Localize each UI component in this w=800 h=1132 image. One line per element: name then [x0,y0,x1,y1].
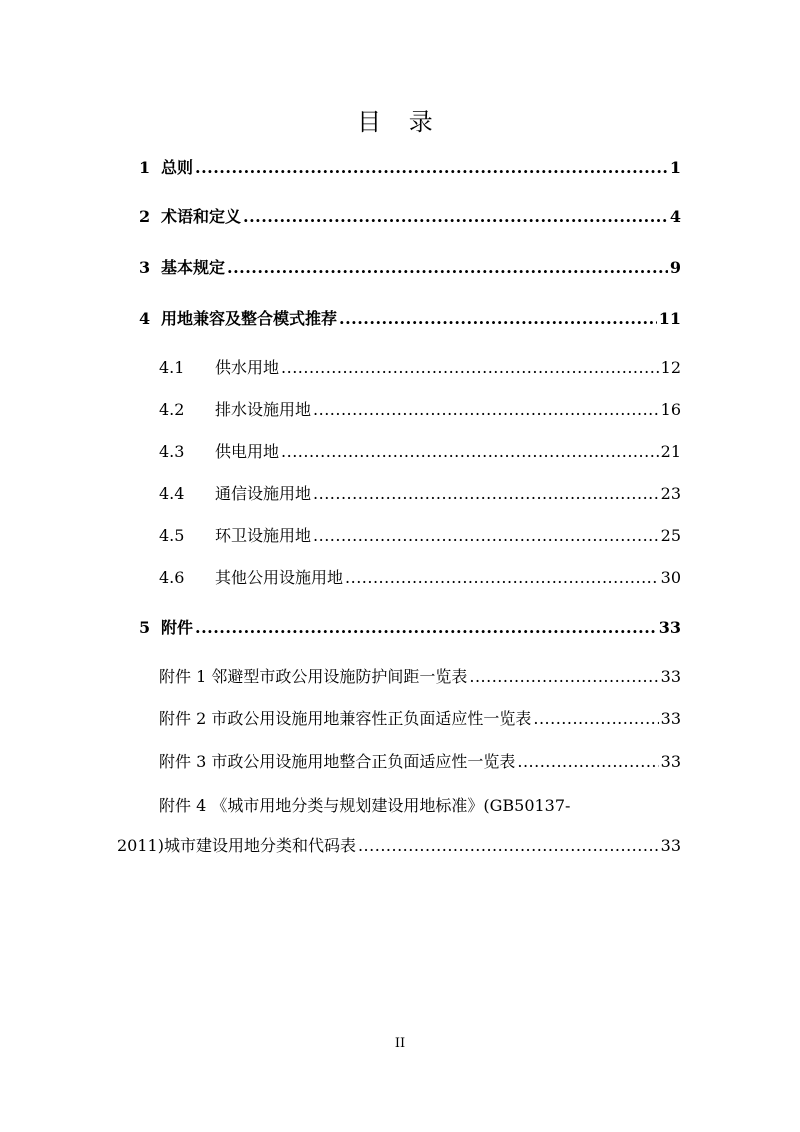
toc-entry-label: 用地兼容及整合模式推荐 [161,309,338,328]
toc-leader-dots [281,358,659,378]
toc-leader-dots [313,484,659,504]
toc-entry-page: 33 [660,709,681,728]
toc-leader-dots [339,309,657,329]
toc-entry-label: 附件 3 市政公用设施用地整合正负面适应性一览表 [159,752,516,771]
toc-entry-label: 供水用地 [215,358,280,377]
toc-entry-number: 4.1 [159,358,185,377]
toc-entry-number: 4.2 [159,400,185,419]
toc-leader-dots [358,836,659,856]
toc-entry-label: 附件 1 邻避型市政公用设施防护间距一览表 [159,667,468,686]
toc-entry-2[interactable] [139,207,681,227]
toc-entry-number: 4.3 [159,442,185,461]
toc-entry-page: 33 [660,667,681,686]
toc-attachment-4[interactable] [117,836,681,856]
toc-entry-number: 4.6 [159,568,185,587]
toc-entry-label: 基本规定 [161,258,226,277]
toc-leader-dots [195,618,657,638]
toc-leader-dots [313,526,659,546]
toc-entry-label: 术语和定义 [161,207,242,226]
toc-entry-page: 23 [660,484,681,503]
toc-entry-label: 通信设施用地 [215,484,312,503]
toc-entry-label: 附件 2 市政公用设施用地兼容性正负面适应性一览表 [159,709,532,728]
toc-attachment-3[interactable] [159,752,681,772]
toc-entry-page: 21 [660,442,681,461]
toc-entry-label: 总则 [161,158,194,177]
toc-leader-dots [313,400,659,420]
toc-leader-dots [533,709,658,729]
toc-leader-dots [227,258,668,278]
toc-entry-label: 环卫设施用地 [215,526,312,545]
toc-leader-dots [195,158,668,178]
toc-entry-page: 33 [660,836,681,855]
toc-entry-number: 4.4 [159,484,185,503]
toc-entry-number: 3 [139,258,151,277]
toc-subentry-4-1[interactable] [159,358,681,378]
toc-entry-number: 5 [139,618,151,637]
toc-entry-page: 16 [660,400,681,419]
toc-entry-label: 附件 [161,618,194,637]
toc-entry-page: 9 [669,258,681,277]
toc-entry-label: 排水设施用地 [215,400,312,419]
toc-entry-3[interactable] [139,258,681,278]
toc-entry-label: 2011)城市建设用地分类和代码表 [117,836,356,855]
toc-subentry-4-5[interactable] [159,526,681,546]
toc-subentry-4-2[interactable] [159,400,681,420]
page-title: 目 录 [357,108,443,136]
toc-attachment-1[interactable] [159,667,681,687]
toc-entry-page: 33 [660,752,681,771]
toc-entry-page: 25 [660,526,681,545]
toc-attachment-4-line1[interactable]: 附件 4 《城市用地分类与规划建设用地标准》(GB50137- [159,796,571,815]
toc-subentry-4-6[interactable] [159,568,681,588]
toc-entry-label: 供电用地 [215,442,280,461]
toc-entry-page: 4 [669,207,681,226]
toc-entry-number: 2 [139,207,151,226]
toc-attachment-2[interactable] [159,709,681,729]
toc-entry-4[interactable] [139,309,681,329]
toc-entry-label: 其他公用设施用地 [215,568,344,587]
toc-entry-5[interactable] [139,618,681,638]
toc-entry-page: 12 [660,358,681,377]
toc-leader-dots [243,207,668,227]
toc-entry-number: 1 [139,158,151,177]
toc-subentry-4-4[interactable] [159,484,681,504]
page-number: II [394,1036,406,1051]
toc-leader-dots [517,752,658,772]
toc-entry-page: 11 [658,309,681,328]
toc-entry-number: 4 [139,309,151,328]
toc-entry-page: 33 [658,618,681,637]
toc-leader-dots [345,568,659,588]
toc-entry-page: 30 [660,568,681,587]
toc-subentry-4-3[interactable] [159,442,681,462]
toc-entry-number: 4.5 [159,526,185,545]
toc-entry-page: 1 [669,158,681,177]
toc-leader-dots [469,667,658,687]
toc-leader-dots [281,442,659,462]
toc-entry-1[interactable] [139,158,681,178]
